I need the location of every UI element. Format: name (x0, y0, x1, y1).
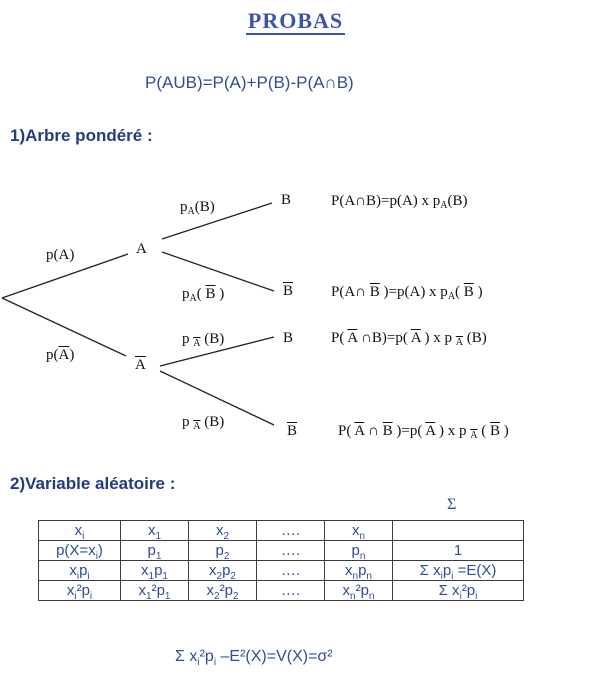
table-row: $x_i$ $x_1$ $x_2$ …. $x_n$ (39, 521, 524, 541)
formula-notAandB: P( $\overline{A}$ ∩B)=p( $\overline{A}$ ) x p $_{\overline{A}}$ (B) (331, 330, 487, 348)
node-notA: $\overline{A}$ (135, 357, 146, 373)
label-pA-B: $p_A(B)$ (180, 199, 215, 217)
table-row: $x_i^2p_i$ $x_1^2p_1$ $x_2^2p_2$ …. $x_n^2p_n$ Σ $x_i^2p_i$ (39, 581, 524, 601)
leaf-B-2: B (283, 330, 294, 346)
label-pA-notB: $p_A$( $\overline{B}$ ) (182, 286, 225, 304)
section-tree-heading: 1)Arbre pondéré : (10, 126, 153, 145)
leaf-notB-1: $\overline{B}$ (283, 283, 294, 299)
union-formula: P(AUB)=P(A)+P(B)-P(A∩B) (145, 73, 354, 92)
variance-formula: Σ $x_i^2p_i$ –E²(X)=V(X)=σ² (175, 648, 333, 669)
distribution-table (38, 520, 524, 601)
label-p-notA: $p(\overline{A})$ (46, 347, 75, 363)
label-pA: p(A) (46, 247, 75, 263)
formula-AandB: P(A∩B)=p(A) x $p_A(B)$ (331, 193, 468, 211)
table-row: $p(X=x_i)$ $p_1$ $p_2$ …. $p_n$ 1 (39, 541, 524, 561)
label-pnotA-notB: p $_{\overline{A}}$ (B) (182, 414, 225, 432)
formula-AandNotB: P(A∩ $\overline{B}$ )=p(A) x $p_A$( $\overline{B}$ ) (331, 284, 483, 302)
table-row: $x_ip_i$ $x_1p_1$ $x_2p_2$ …. $x_np_n$ Σ $x_ip_i =E(X)$ (39, 561, 524, 581)
branch-A-B (162, 203, 272, 239)
sigma-header: Σ (447, 496, 457, 513)
leaf-B-1: B (281, 192, 292, 208)
formula-notAandNotB: P( $\overline{A}$ ∩ $\overline{B}$ )=p( $\overline{A}$ ) x p $_{\overline{A}}$ ( $\overline{B}$ ) (338, 423, 509, 441)
section-variable-heading: 2)Variable aléatoire : (10, 474, 176, 493)
node-A: A (136, 241, 147, 257)
leaf-notB-2: $\overline{B}$ (287, 423, 298, 439)
page-title: PROBAS (247, 8, 344, 33)
label-pnotA-B: p $_{\overline{A}}$ (B) (182, 331, 225, 349)
